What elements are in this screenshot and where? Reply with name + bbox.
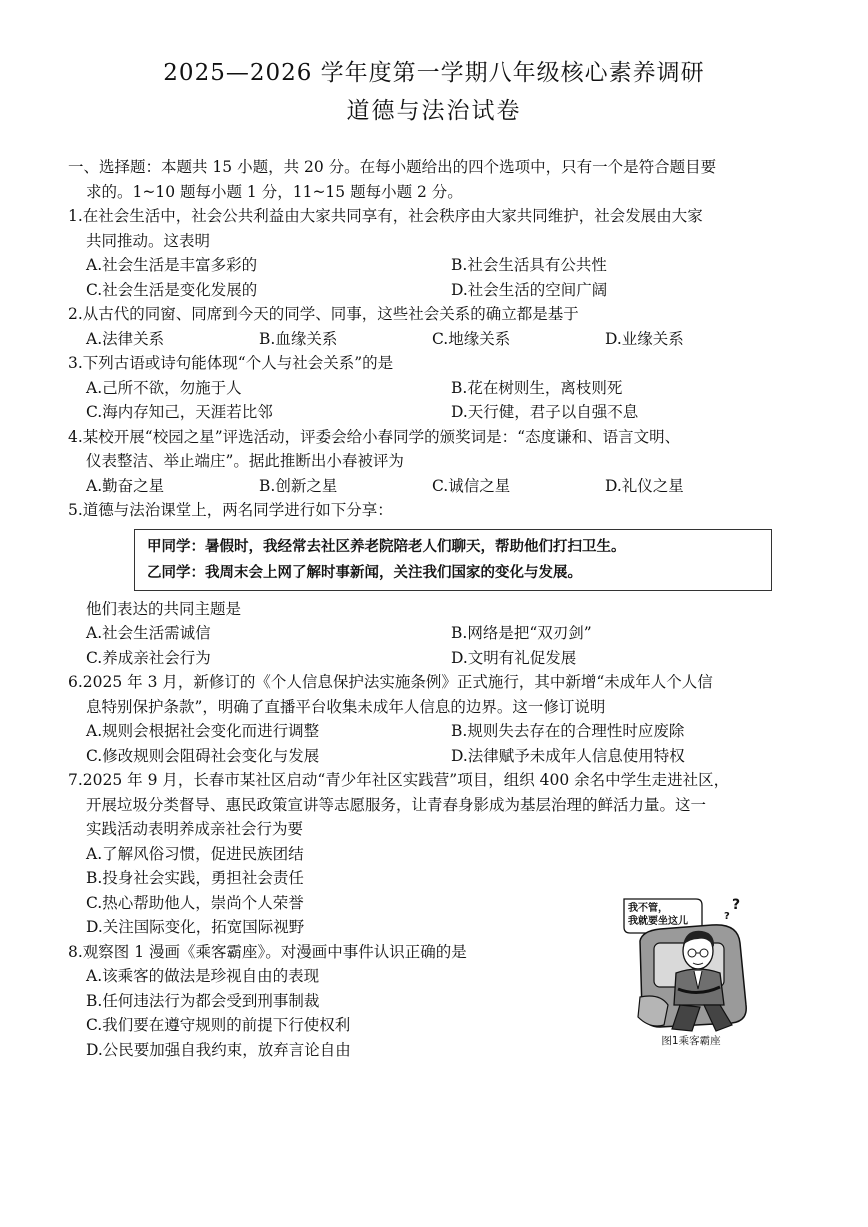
option-d: D.礼仪之星 <box>605 476 684 495</box>
option-a: A.己所不欲，勿施于人 <box>86 378 242 397</box>
question-2-options <box>68 327 808 352</box>
option-d: D.公民要加强自我约束，放弃言论自由 <box>86 1040 351 1059</box>
question-6-stem: 6.2025 年 3 月，新修订的《个人信息保护法实施条例》正式施行，其中新增“未成年人个人信 <box>68 673 713 691</box>
option-a: A.社会生活需诚信 <box>86 624 211 642</box>
option-c: C.修改规则会阻碍社会变化与发展 <box>86 746 320 765</box>
option-d: D.社会生活的空间广阔 <box>451 280 608 299</box>
svg-text:?: ? <box>732 897 741 913</box>
option-c: C.养成亲社会行为 <box>86 648 211 667</box>
speech-bubble-text: 我不管， 我就要坐这儿 <box>628 903 688 927</box>
option-b: B.任何违法行为都会受到刑事制裁 <box>86 991 320 1010</box>
option-d: D.业缘关系 <box>605 329 684 348</box>
question-8-stem: 8.观察图 1 漫画《乘客霸座》。对漫画中事件认识正确的是 <box>68 942 467 961</box>
question-1-stem: 1.在社会生活中，社会公共利益由大家共同享有，社会秩序由大家共同维护，社会发展由大家 <box>68 207 703 225</box>
question-4-stem: 4.某校开展“校园之星”评选活动，评委会给小春同学的颁奖词是：“态度谦和、语言文明、 <box>68 427 681 446</box>
question-6-stem-cont: 息特别保护条款”，明确了直播平台收集未成年人信息的边界。这一修订说明 <box>86 697 606 716</box>
option-b: B.创新之星 <box>259 476 338 495</box>
quote-student-a: 甲同学：暑假时，我经常去社区养老院陪老人们聊天，帮助他们打扫卫生。 <box>147 538 626 555</box>
quote-box <box>134 529 772 591</box>
option-d: D.法律赋予未成年人信息使用特权 <box>451 746 685 765</box>
option-c: C.社会生活是变化发展的 <box>86 280 258 299</box>
question-1-stem-cont: 共同推动。这表明 <box>86 231 211 250</box>
option-c: C.热心帮助他人，崇尚个人荣誉 <box>86 893 304 912</box>
option-a: A.法律关系 <box>86 329 165 348</box>
question-5-options-row2 <box>68 646 808 671</box>
option-b: B.规则失去存在的合理性时应废除 <box>451 722 685 740</box>
question-7-stem-cont2: 实践活动表明养成亲社会行为要 <box>86 820 304 838</box>
exam-title: 2025—2026 学年度第一学期八年级核心素养调研 <box>163 60 705 86</box>
question-6-options-row1 <box>68 719 808 744</box>
option-d: D.关注国际变化，拓宽国际视野 <box>86 918 305 936</box>
option-c: C.地缘关系 <box>432 329 511 348</box>
question-5-options-row1 <box>68 621 808 646</box>
question-7-stem: 7.2025 年 9 月，长春市某社区启动“青少年社区实践营”项目，组织 400 余名中学生走进社区， <box>68 771 730 789</box>
option-c: C.诚信之星 <box>432 476 511 495</box>
option-a: A.该乘客的做法是珍视自由的表现 <box>86 967 320 985</box>
option-c: C.海内存知己，天涯若比邻 <box>86 403 273 421</box>
question-3-options-row1 <box>68 376 808 401</box>
question-4-options <box>68 474 808 499</box>
option-d: D.天行健，君子以自强不息 <box>451 403 639 421</box>
question-3-options-row2 <box>68 400 808 425</box>
option-a: A.社会生活是丰富多彩的 <box>86 256 258 274</box>
question-5-stem-cont: 他们表达的共同主题是 <box>86 599 242 618</box>
question-1-options-row2 <box>68 278 808 303</box>
question-3-stem: 3.下列古语或诗句能体现“个人与社会关系”的是 <box>68 354 394 372</box>
option-a: A.了解风俗习惯，促进民族团结 <box>86 844 304 863</box>
option-b: B.花在树则生，离枝则死 <box>451 378 623 397</box>
quote-student-b: 乙同学：我周末会上网了解时事新闻，关注我们国家的变化与发展。 <box>147 564 582 581</box>
figure-caption: 图1乘客霸座 <box>661 1035 721 1047</box>
question-6-options-row2 <box>68 744 808 769</box>
question-5-stem: 5.道德与法治课堂上，两名同学进行如下分享： <box>68 501 393 519</box>
svg-text:?: ? <box>724 911 730 922</box>
option-a: A.规则会根据社会变化而进行调整 <box>86 722 320 740</box>
option-c: C.我们要在遵守规则的前提下行使权利 <box>86 1016 351 1034</box>
section-instruction: 一、选择题：本题共 15 小题，共 20 分。在每小题给出的四个选项中，只有一个是符合题目要 <box>68 158 717 176</box>
section-instruction-cont: 求的。1~10 题每小题 1 分，11~15 题每小题 2 分。 <box>86 182 463 201</box>
option-d: D.文明有礼促发展 <box>451 648 577 667</box>
exam-subtitle: 道德与法治试卷 <box>346 98 522 124</box>
option-a: A.勤奋之星 <box>86 476 165 495</box>
question-7-stem-cont: 开展垃圾分类督导、惠民政策宣讲等志愿服务，让青春身影成为基层治理的鲜活力量。这一 <box>86 795 707 814</box>
question-2-stem: 2.从古代的同窗、同席到今天的同学、同事，这些社会关系的确立都是基于 <box>68 305 579 323</box>
option-b: B.投身社会实践，勇担社会责任 <box>86 869 304 887</box>
question-4-stem-cont: 仪表整洁、举止端庄”。据此推断出小春被评为 <box>86 452 404 470</box>
option-b: B.网络是把“双刃剑” <box>451 624 592 642</box>
question-1-options-row1 <box>68 253 808 278</box>
option-b: B.血缘关系 <box>259 329 338 348</box>
option-b: B.社会生活具有公共性 <box>451 256 607 274</box>
